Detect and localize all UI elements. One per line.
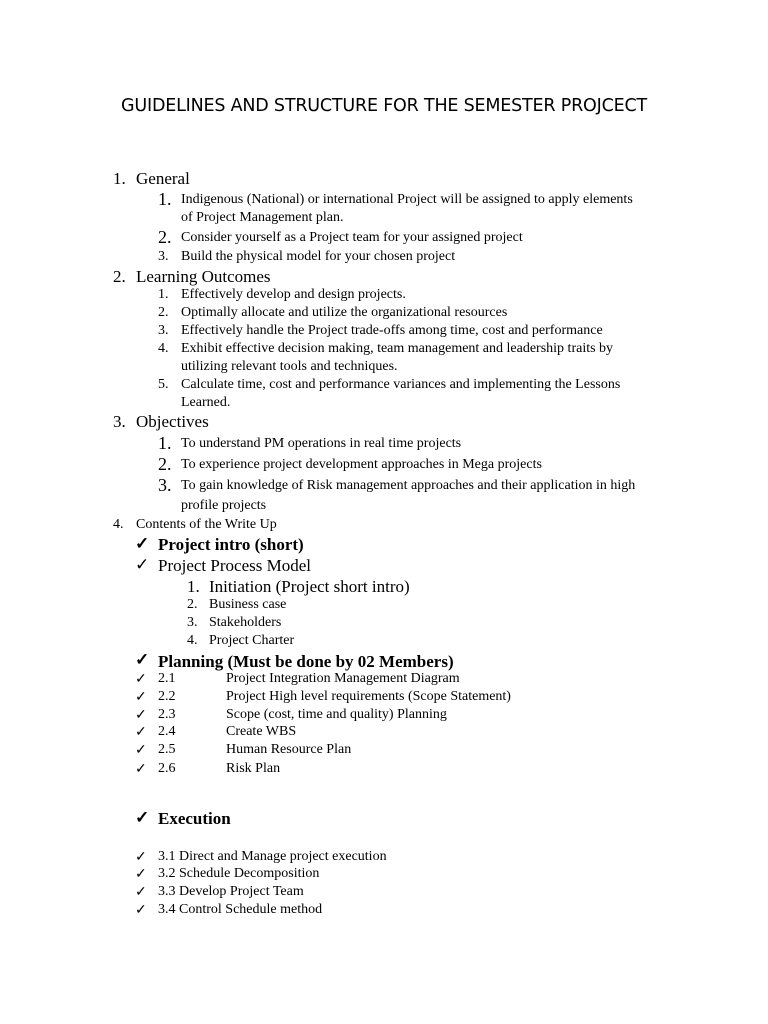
execution-item: 3.1 Direct and Manage project execution	[158, 849, 387, 864]
list-item-text: Exhibit effective decision making, team management and leadership traits by	[181, 341, 614, 356]
list-item-text: To gain knowledge of Risk management approaches and their application in high	[181, 478, 636, 493]
planning-item-number: 2.3	[158, 707, 176, 722]
checkmark-icon: ✓	[135, 762, 147, 777]
contents-execution: Execution	[158, 809, 231, 828]
planning-item-text: Scope (cost, time and quality) Planning	[226, 707, 447, 722]
item-number: 3.	[158, 249, 169, 264]
item-number: 4.	[158, 341, 169, 356]
item-number: 1.	[158, 287, 169, 302]
planning-item-number: 2.4	[158, 724, 176, 739]
process-item-stakeholders: Stakeholders	[209, 615, 282, 630]
checkmark-icon: ✓	[135, 867, 147, 882]
item-number: 2.	[158, 454, 172, 474]
process-item-business-case: Business case	[209, 597, 287, 612]
item-number: 5.	[158, 377, 169, 392]
section-number: 2.	[113, 267, 126, 286]
section-heading-learning-outcomes: Learning Outcomes	[136, 267, 271, 286]
list-item-text: profile projects	[181, 498, 267, 513]
checkmark-icon: ✓	[135, 672, 147, 687]
item-number: 1.	[187, 577, 200, 596]
list-item-text: Consider yourself as a Project team for your assigned project	[181, 230, 523, 245]
list-item-text: Effectively develop and design projects.	[181, 287, 406, 302]
list-item-text: utilizing relevant tools and techniques.	[181, 359, 398, 374]
section-number: 4.	[113, 517, 124, 532]
checkmark-icon: ✓	[135, 903, 147, 918]
document-title: GUIDELINES AND STRUCTURE FOR THE SEMESTER PROJCECT	[121, 96, 647, 116]
process-item-charter: Project Charter	[209, 633, 295, 648]
planning-item-number: 2.6	[158, 761, 176, 776]
list-item-text: Calculate time, cost and performance variances and implementing the Lessons	[181, 377, 621, 392]
planning-item-text: Project High level requirements (Scope Statement)	[226, 689, 511, 704]
list-item-text: Learned.	[181, 395, 231, 410]
checkmark-icon: ✓	[135, 555, 150, 574]
list-item-text: of Project Management plan.	[181, 210, 344, 225]
checkmark-icon: ✓	[135, 534, 150, 553]
item-number: 2.	[158, 305, 169, 320]
checkmark-icon: ✓	[135, 690, 147, 705]
checkmark-icon: ✓	[135, 725, 147, 740]
planning-item-text: Human Resource Plan	[226, 742, 352, 757]
section-heading-general: General	[136, 169, 190, 188]
section-heading-contents: Contents of the Write Up	[136, 517, 277, 532]
list-item-text: Optimally allocate and utilize the organizational resources	[181, 305, 508, 320]
item-number: 2.	[158, 227, 172, 247]
list-item-text: To understand PM operations in real time projects	[181, 436, 462, 451]
list-item-text: Build the physical model for your chosen project	[181, 249, 456, 264]
checkmark-icon: ✓	[135, 650, 150, 669]
execution-item: 3.4 Control Schedule method	[158, 902, 323, 917]
process-item-initiation: Initiation (Project short intro)	[209, 577, 410, 596]
execution-item: 3.2 Schedule Decomposition	[158, 866, 320, 881]
item-number: 1.	[158, 189, 172, 209]
contents-process-model: Project Process Model	[158, 556, 311, 575]
section-number: 1.	[113, 169, 126, 188]
execution-item: 3.3 Develop Project Team	[158, 884, 304, 899]
contents-planning: Planning (Must be done by 02 Members)	[158, 652, 454, 671]
planning-item-number: 2.1	[158, 671, 176, 686]
list-item-text: To experience project development approaches in Mega projects	[181, 457, 542, 472]
list-item-text: Effectively handle the Project trade-offs among time, cost and performance	[181, 323, 603, 338]
section-heading-objectives: Objectives	[136, 412, 209, 431]
list-item-text: Indigenous (National) or international Project will be assigned to apply elements	[181, 192, 633, 207]
planning-item-text: Risk Plan	[226, 761, 281, 776]
contents-project-intro: Project intro (short)	[158, 535, 304, 554]
item-number: 3.	[158, 323, 169, 338]
planning-item-text: Create WBS	[226, 724, 297, 739]
checkmark-icon: ✓	[135, 743, 147, 758]
item-number: 2.	[187, 597, 198, 612]
planning-item-text: Project Integration Management Diagram	[226, 671, 460, 686]
checkmark-icon: ✓	[135, 808, 150, 827]
item-number: 3.	[187, 615, 198, 630]
item-number: 4.	[187, 633, 198, 648]
planning-item-number: 2.5	[158, 742, 176, 757]
planning-item-number: 2.2	[158, 689, 176, 704]
item-number: 3.	[158, 475, 172, 495]
checkmark-icon: ✓	[135, 708, 147, 723]
checkmark-icon: ✓	[135, 885, 147, 900]
section-number: 3.	[113, 412, 126, 431]
item-number: 1.	[158, 433, 172, 453]
checkmark-icon: ✓	[135, 850, 147, 865]
